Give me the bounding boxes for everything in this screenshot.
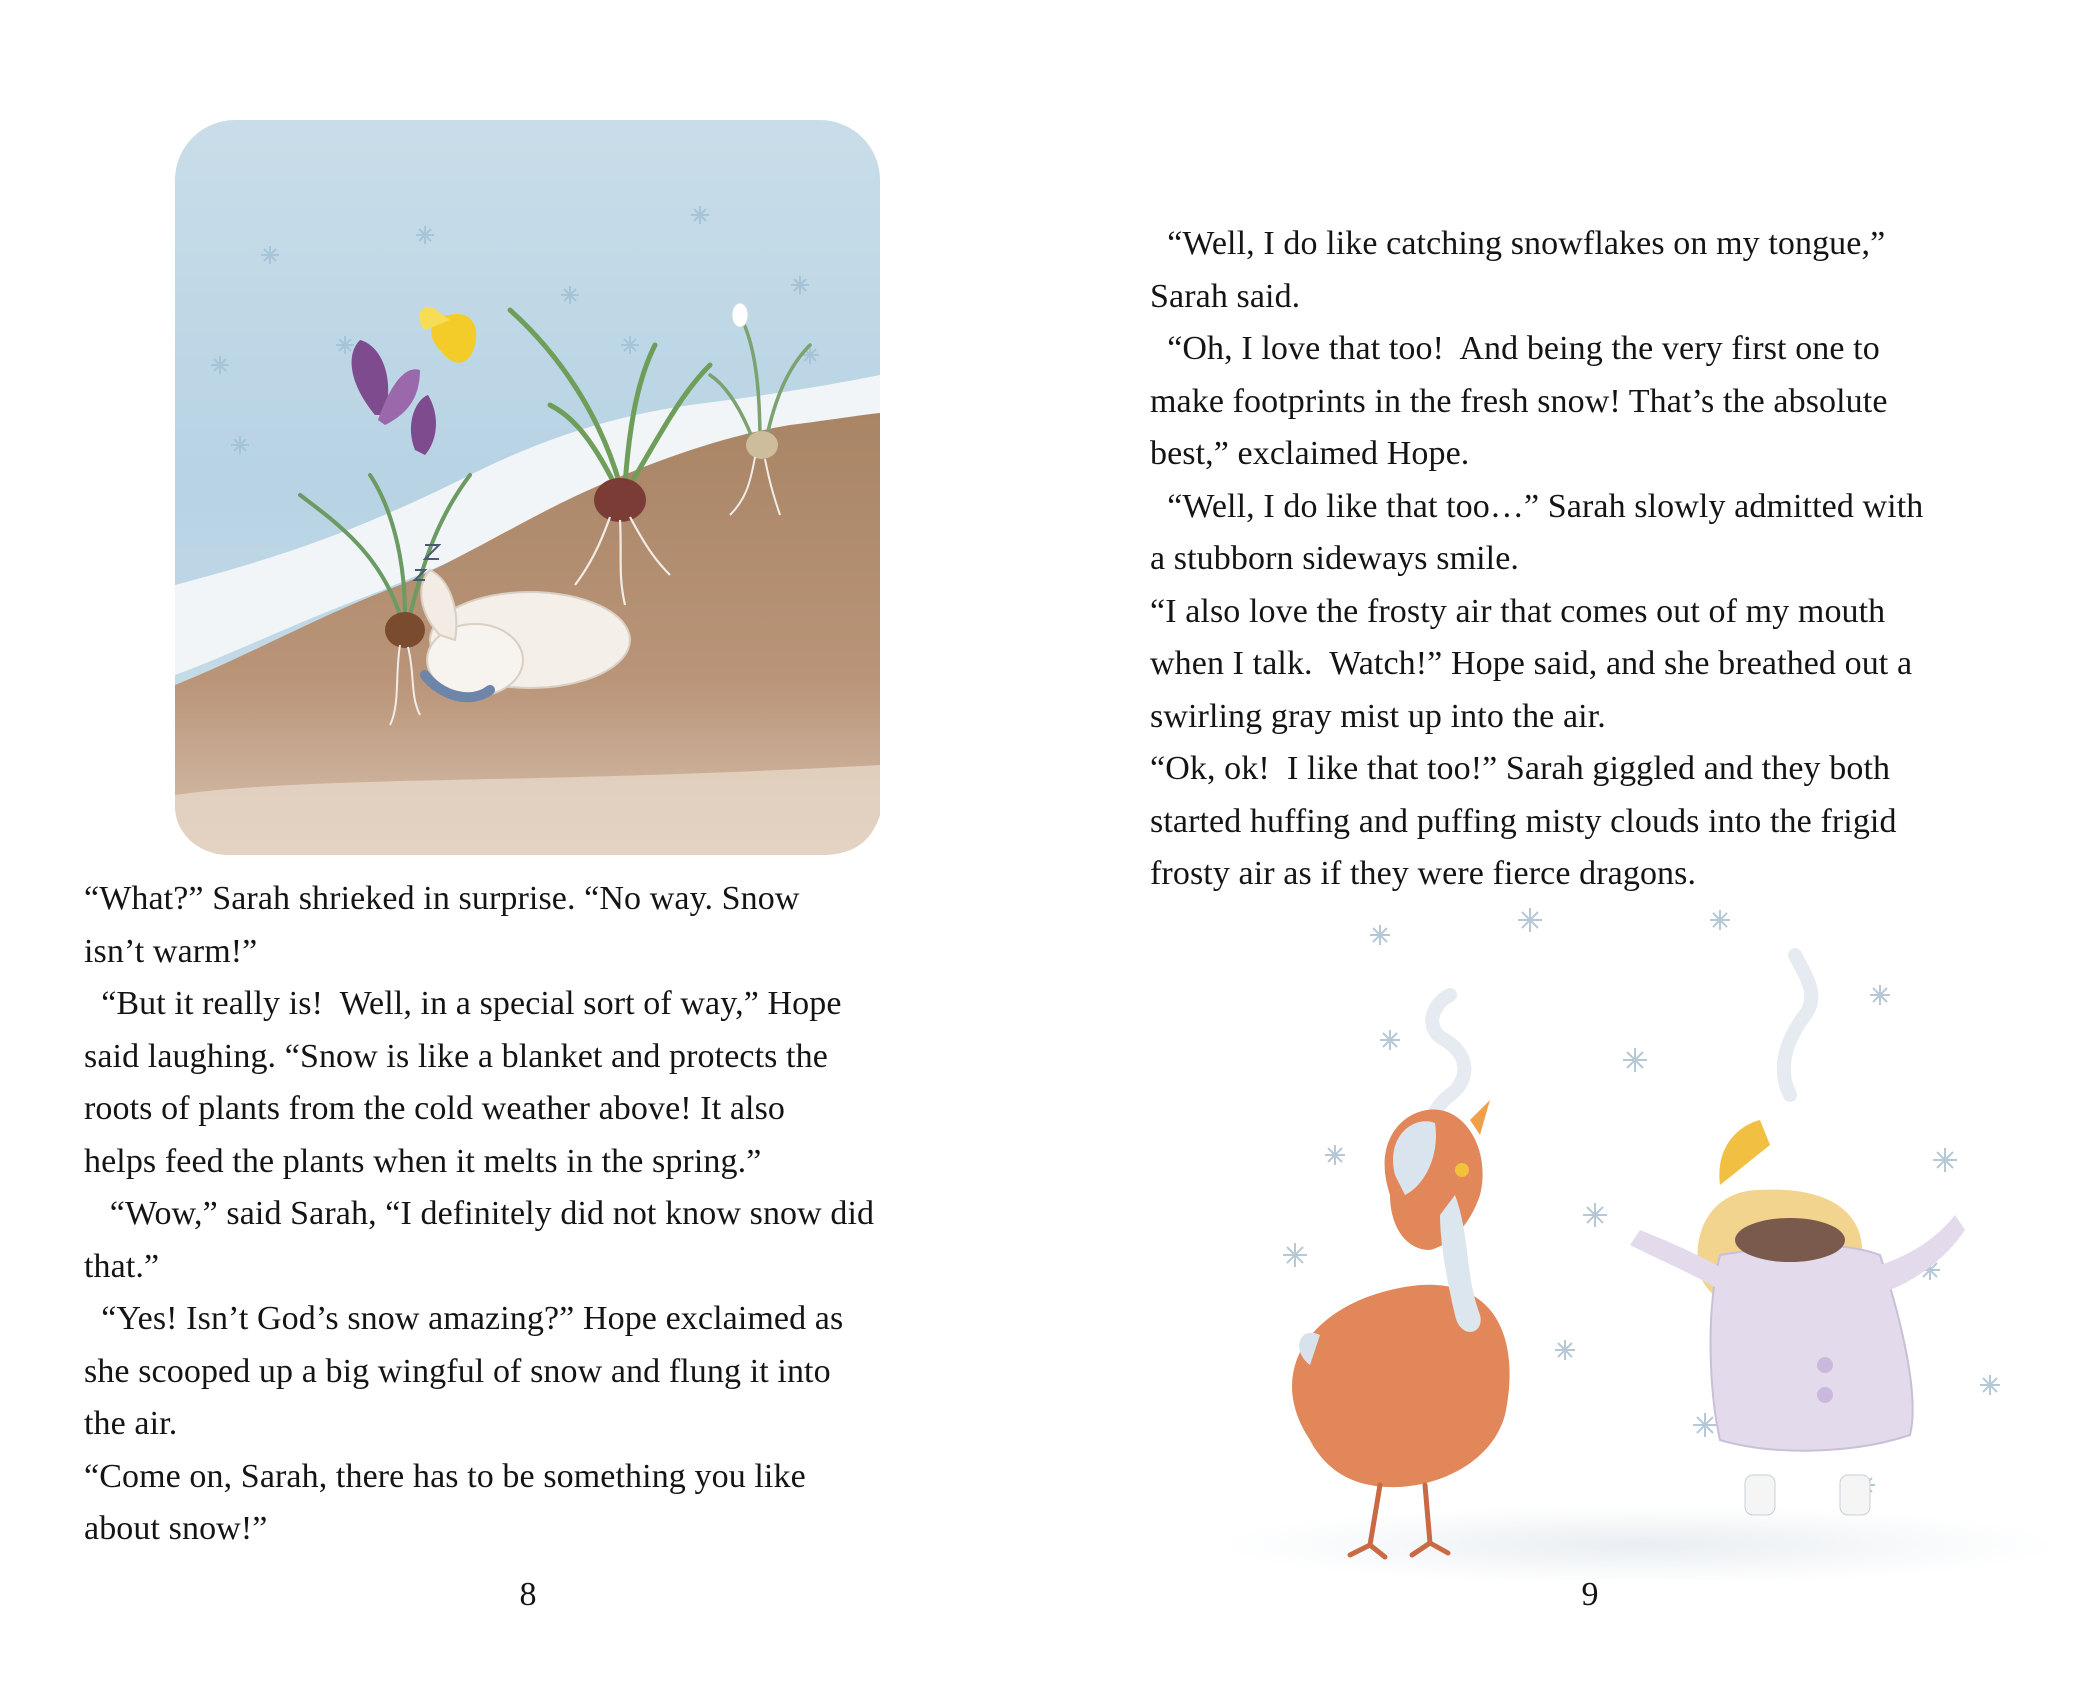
text-line: “Well, I do like catching snowflakes on my tongue,” [1150,225,1886,262]
page-number-right: 9 [1581,1576,1599,1613]
text-line: she scooped up a big wingful of snow and flung it into [84,1352,831,1390]
right-illustration [1200,895,2050,1580]
text-line: Sarah said. [1150,277,1301,315]
chick [1630,1120,1965,1515]
text-line: that.” [84,1247,160,1285]
text-line: said laughing. “Snow is like a blanket and protects the [84,1037,828,1075]
text-line: “Well, I do like that too…” Sarah slowly admitted with [1150,487,1924,525]
text-line: when I talk. Watch!” Hope said, and she breathed out a [1150,645,1913,682]
text-line: “But it really is! Well, in a special sort of way,” Hope [84,985,842,1022]
right-page-text [1150,218,1923,901]
text-line: “Come on, Sarah, there has to be something you like [84,1457,806,1495]
sleeping-lamb-illustration [170,115,885,860]
text-line: roots of plants from the cold weather above! It also [84,1090,786,1127]
hen-and-chick-illustration [1200,895,2050,1580]
text-line: make footprints in the fresh snow! That’s the absolute [1150,382,1888,420]
text-line: about snow!” [84,1510,268,1547]
text-line: “I also love the frosty air that comes out of my mouth [1150,592,1886,630]
text-line: helps feed the plants when it melts in the spring.” [84,1142,762,1180]
text-line: “Oh, I love that too! And being the very first one to [1150,330,1880,367]
text-line: a stubborn sideways smile. [1150,540,1519,577]
left-page-text [84,873,874,1556]
text-line: best,” exclaimed Hope. [1150,435,1470,472]
page-number-left: 8 [519,1576,537,1613]
text-line: isn’t warm!” [84,932,258,970]
text-line: the air. [84,1405,178,1442]
text-line: “Yes! Isn’t God’s snow amazing?” Hope exclaimed as [84,1300,844,1337]
text-line: “Wow,” said Sarah, “I definitely did not know snow did [84,1195,875,1232]
right-page [1050,0,2100,1688]
text-line: “Ok, ok! I like that too!” Sarah giggled and they both [1150,750,1891,787]
text-line: swirling gray mist up into the air. [1150,697,1606,735]
hen [1292,1100,1510,1557]
text-line: “What?” Sarah shrieked in surprise. “No way. Snow [84,880,800,917]
text-line: frosty air as if they were fierce dragons. [1150,855,1697,892]
left-illustration [170,115,885,860]
text-line: started huffing and puffing misty clouds into the frigid [1150,802,1897,840]
